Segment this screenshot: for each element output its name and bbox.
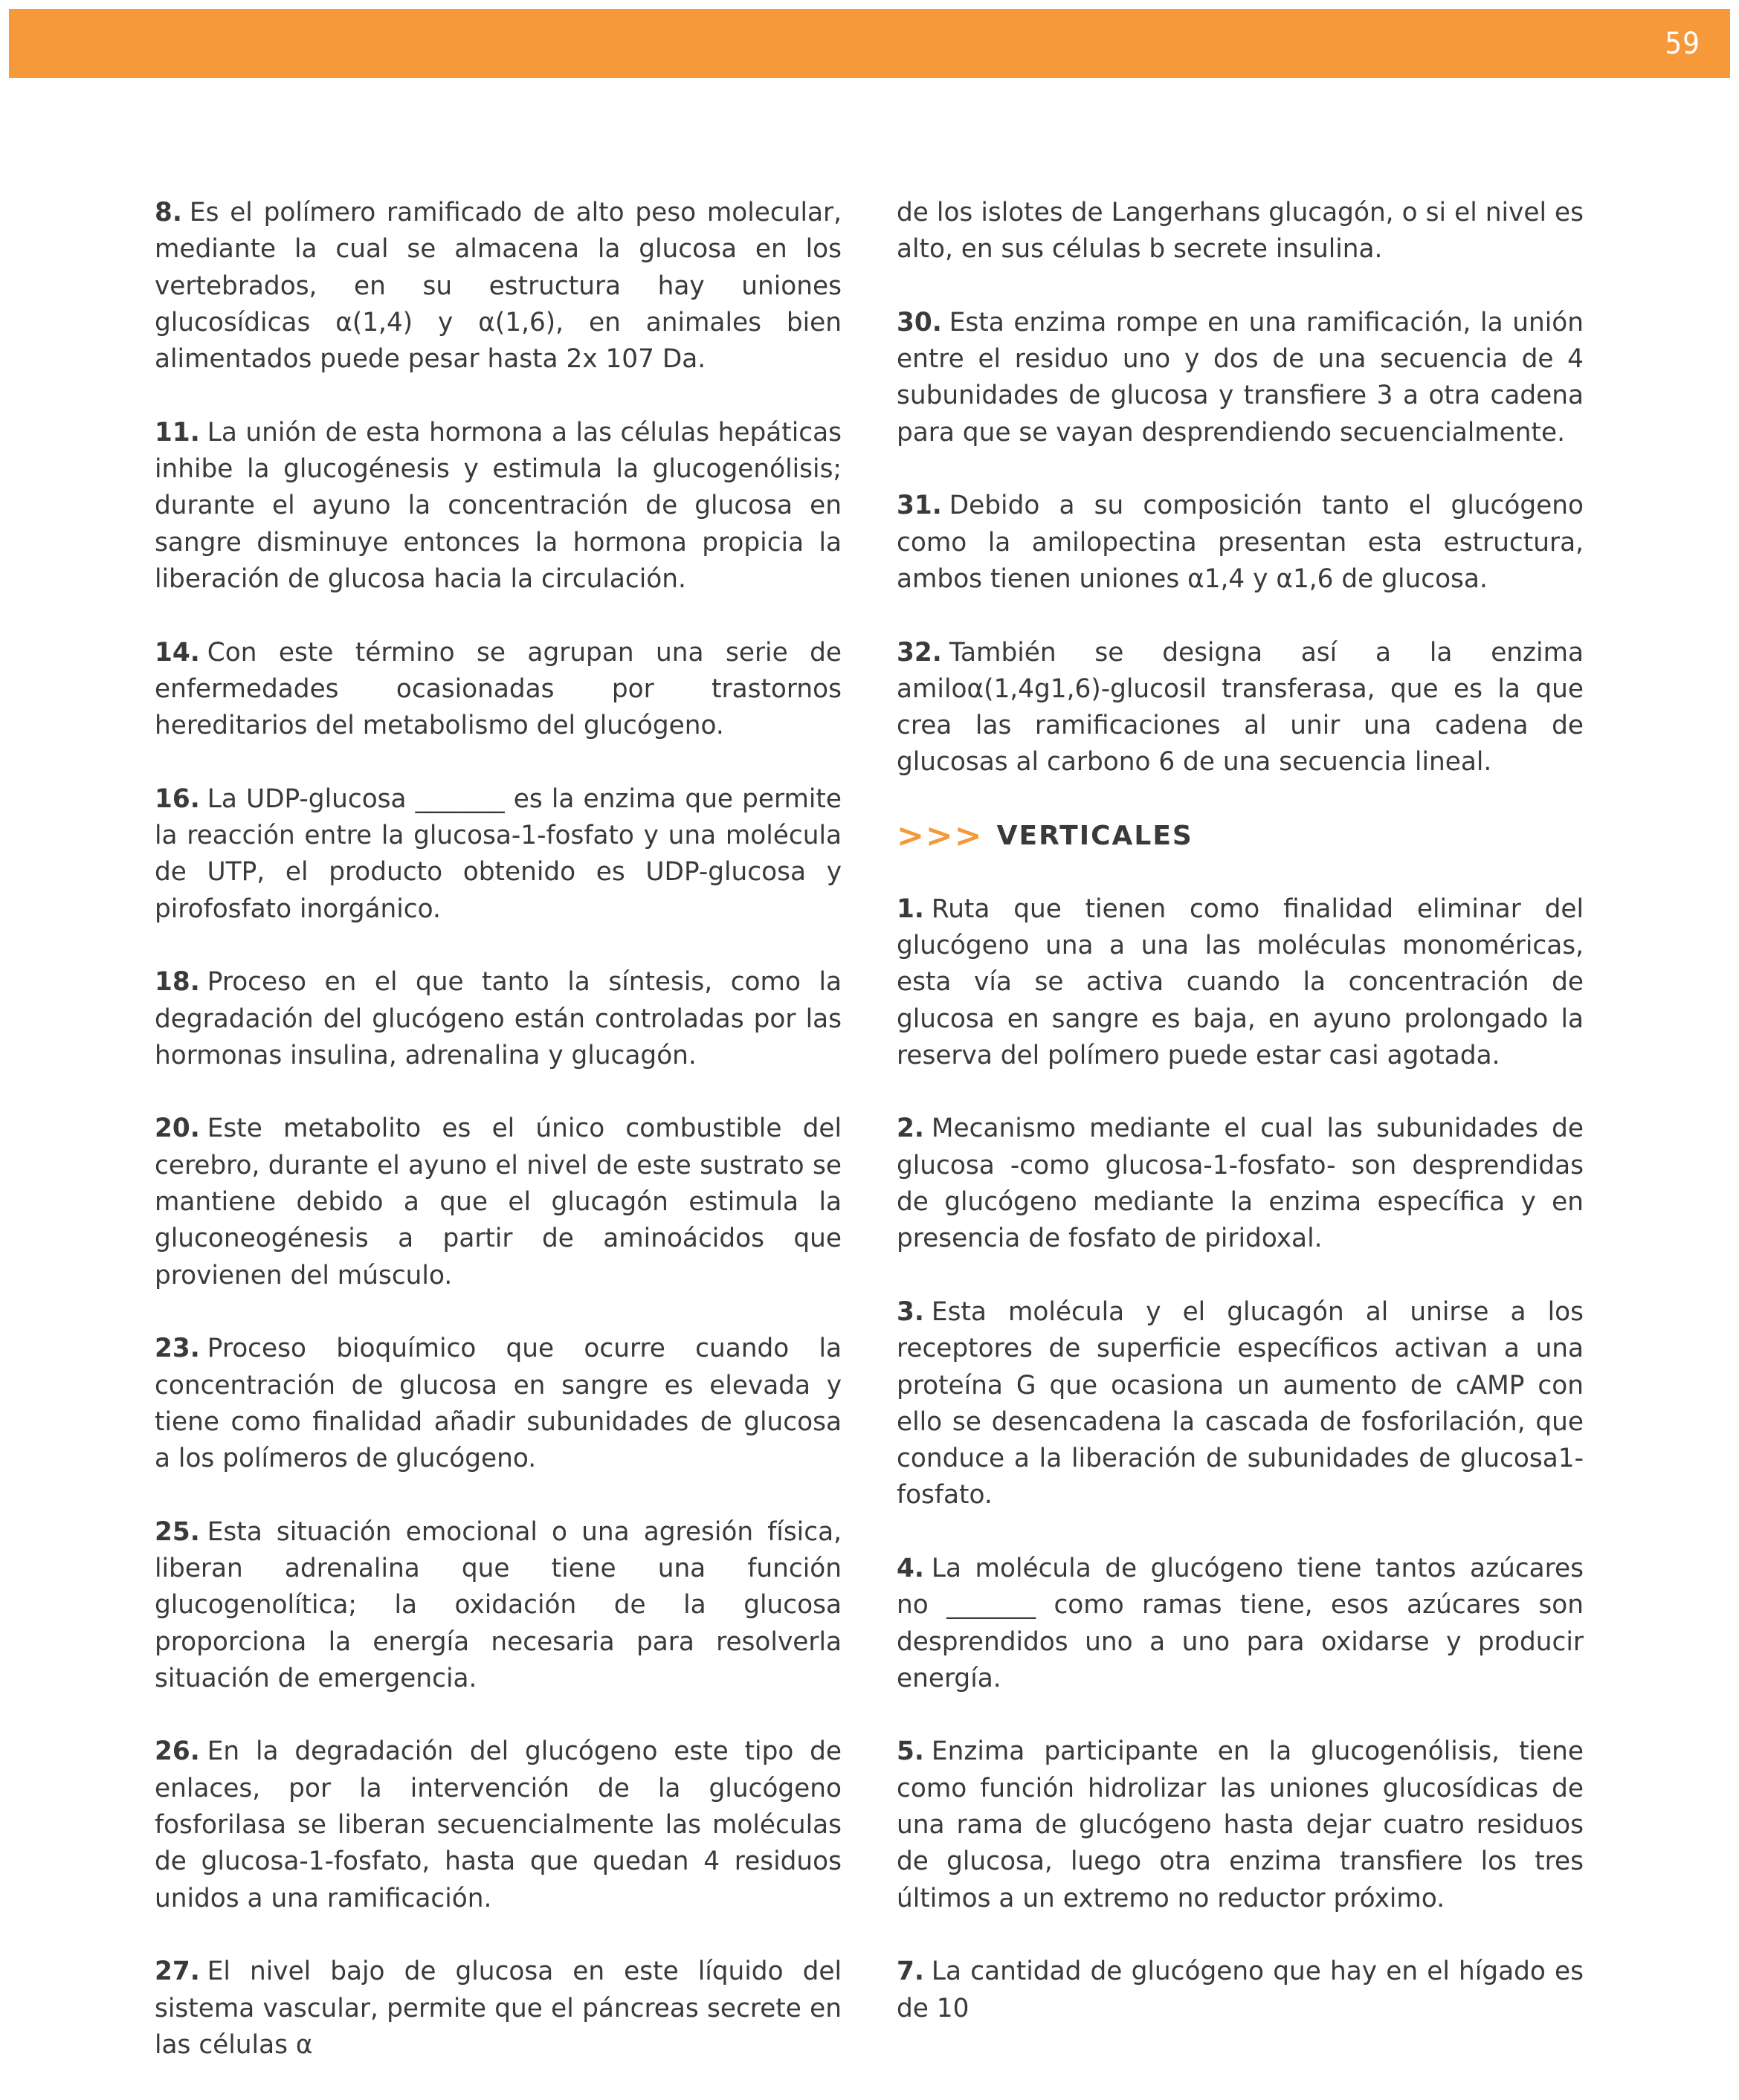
clue-number: 11. — [155, 417, 200, 448]
left-column — [155, 195, 842, 2100]
clue-text: Con este término se agrupan una serie de enfermedades ocasionadas por trastornos hereditarios del metabolismo del glucógeno. — [155, 637, 842, 741]
clue-text: Enzima participante en la glucogenólisis, tiene como función hidrolizar las uniones glucosídicas de una rama de glucógeno hasta dejar cuatro residuos de glucosa, luego otra enzima transfiere los tres últimos a un extremo no reductor próximo. — [897, 1736, 1584, 1913]
clue-v4 — [897, 1551, 1584, 1697]
clue-text: Ruta que tienen como finalidad eliminar del glucógeno una a una las moléculas monoméricas, esta vía se activa cuando la concentración de glucosa en sangre es baja, en ayuno prolongado la reserva del polímero puede estar casi agotada. — [897, 894, 1584, 1070]
clue-text: de los islotes de Langerhans glucagón, o si el nivel es alto, en sus células b secrete insulina. — [897, 198, 1584, 265]
section-title: VERTICALES — [996, 821, 1193, 852]
clue-text: Mecanismo mediante el cual las subunidades de glucosa -como glucosa-1-fosfato- son desprendidas de glucógeno mediante la enzima específica y en presencia de fosfato de piridoxal. — [897, 1114, 1584, 1254]
clue-number: 3. — [897, 1296, 924, 1327]
clue-number: 7. — [897, 1957, 924, 1987]
clue-number: 25. — [155, 1516, 200, 1547]
clue-text: Esta situación emocional o una agresión física, liberan adrenalina que tiene una función glucogenolítica; la oxidación de la glucosa proporciona la energía necesaria para resolverla situación de emergencia. — [155, 1516, 842, 1693]
clue-25 — [155, 1514, 842, 1697]
clue-number: 14. — [155, 637, 200, 668]
clue-27 — [155, 1954, 842, 2064]
clue-text: El nivel bajo de glucosa en este líquido del sistema vascular, permite que el páncreas secrete en las células α — [155, 1957, 842, 2060]
clue-11 — [155, 415, 842, 598]
clue-32 — [897, 635, 1584, 781]
clue-18 — [155, 964, 842, 1074]
clue-23 — [155, 1331, 842, 1477]
clue-number: 26. — [155, 1736, 200, 1767]
clue-text: También se designa así a la enzima amiloα(1,4g1,6)-glucosil transferasa, que es la que crea las ramificaciones al unir una cadena de glucosas al carbono 6 de una secuencia lineal. — [897, 637, 1584, 778]
right-column — [897, 195, 1584, 2064]
clue-v5 — [897, 1734, 1584, 1916]
clue-number: 2. — [897, 1114, 924, 1144]
verticales-heading — [897, 818, 1584, 854]
clue-27-continued — [897, 195, 1584, 268]
clue-number: 1. — [897, 894, 924, 924]
clue-text: La UDP-glucosa _______ es la enzima que permite la reacción entre la glucosa-1-fosfato y una molécula de UTP, el producto obtenido es UDP-glucosa y pirofosfato inorgánico. — [155, 784, 842, 924]
clue-v7 — [897, 1954, 1584, 2027]
clue-v3 — [897, 1294, 1584, 1514]
clue-30 — [897, 305, 1584, 451]
clue-20 — [155, 1111, 842, 1293]
clue-text: Proceso en el que tanto la síntesis, como la degradación del glucógeno están controladas por las hormonas insulina, adrenalina y glucagón. — [155, 967, 842, 1070]
clue-16 — [155, 781, 842, 928]
clue-text: Esta enzima rompe en una ramificación, la unión entre el residuo uno y dos de una secuencia de 4 subunidades de glucosa y transfiere 3 a otra cadena para que se vayan desprendiendo secuencialmente. — [897, 307, 1584, 448]
clue-text: La molécula de glucógeno tiene tantos azúcares no _______ como ramas tiene, esos azúcares son desprendidos uno a uno para oxidarse y producir energía. — [897, 1553, 1584, 1693]
triple-chevron-icon: >>> — [897, 817, 984, 856]
clue-text: Es el polímero ramificado de alto peso molecular, mediante la cual se almacena la glucosa en los vertebrados, en su estructura hay uniones glucosídicas α(1,4) y α(1,6), en animales bien alimentados puede pesar hasta 2x 107 Da. — [155, 198, 842, 375]
clue-number: 8. — [155, 198, 182, 227]
clue-number: 31. — [897, 491, 942, 521]
clue-31 — [897, 488, 1584, 598]
clue-14 — [155, 635, 842, 745]
clue-text: En la degradación del glucógeno este tipo de enlaces, por la intervención de la glucógeno fosforilasa se liberan secuencialmente las moléculas de glucosa-1-fosfato, hasta que quedan 4 residuos unidos a una ramificación. — [155, 1736, 842, 1913]
clue-text: La unión de esta hormona a las células hepáticas inhibe la glucogénesis y estimula la glucogenólisis; durante el ayuno la concentración de glucosa en sangre disminuye entonces la hormona propicia la liberación de glucosa hacia la circulación. — [155, 417, 842, 594]
clue-number: 27. — [155, 1957, 200, 1987]
clue-8 — [155, 195, 842, 378]
clue-v1 — [897, 891, 1584, 1074]
clue-26 — [155, 1734, 842, 1916]
clue-number: 18. — [155, 967, 200, 998]
clue-text: Este metabolito es el único combustible del cerebro, durante el ayuno el nivel de este sustrato se mantiene debido a que el glucagón estimula la gluconeogénesis a partir de aminoácidos que provienen del músculo. — [155, 1114, 842, 1290]
clue-text: Debido a su composición tanto el glucógeno como la amilopectina presentan esta estructura, ambos tienen uniones α1,4 y α1,6 de glucosa. — [897, 491, 1584, 594]
clue-text: Proceso bioquímico que ocurre cuando la concentración de glucosa en sangre es elevada y tiene como finalidad añadir subunidades de glucosa a los polímeros de glucógeno. — [155, 1334, 842, 1474]
clue-number: 16. — [155, 784, 200, 814]
clue-text: Esta molécula y el glucagón al unirse a los receptores de superficie específicos activan a una proteína G que ocasiona un aumento de cAMP con ello se desencadena la cascada de fosforilación, que conduce a la liberación de subunidades de glucosa1-fosfato. — [897, 1296, 1584, 1511]
clue-v2 — [897, 1111, 1584, 1257]
clue-number: 5. — [897, 1736, 924, 1767]
clue-text: La cantidad de glucógeno que hay en el hígado es de 10 — [897, 1957, 1584, 2023]
clue-number: 32. — [897, 637, 942, 668]
clue-number: 30. — [897, 307, 942, 337]
header-bar — [9, 9, 1730, 78]
clue-number: 23. — [155, 1334, 200, 1364]
page-number: 59 — [1665, 26, 1700, 61]
clue-number: 20. — [155, 1114, 200, 1144]
clue-number: 4. — [897, 1553, 924, 1583]
